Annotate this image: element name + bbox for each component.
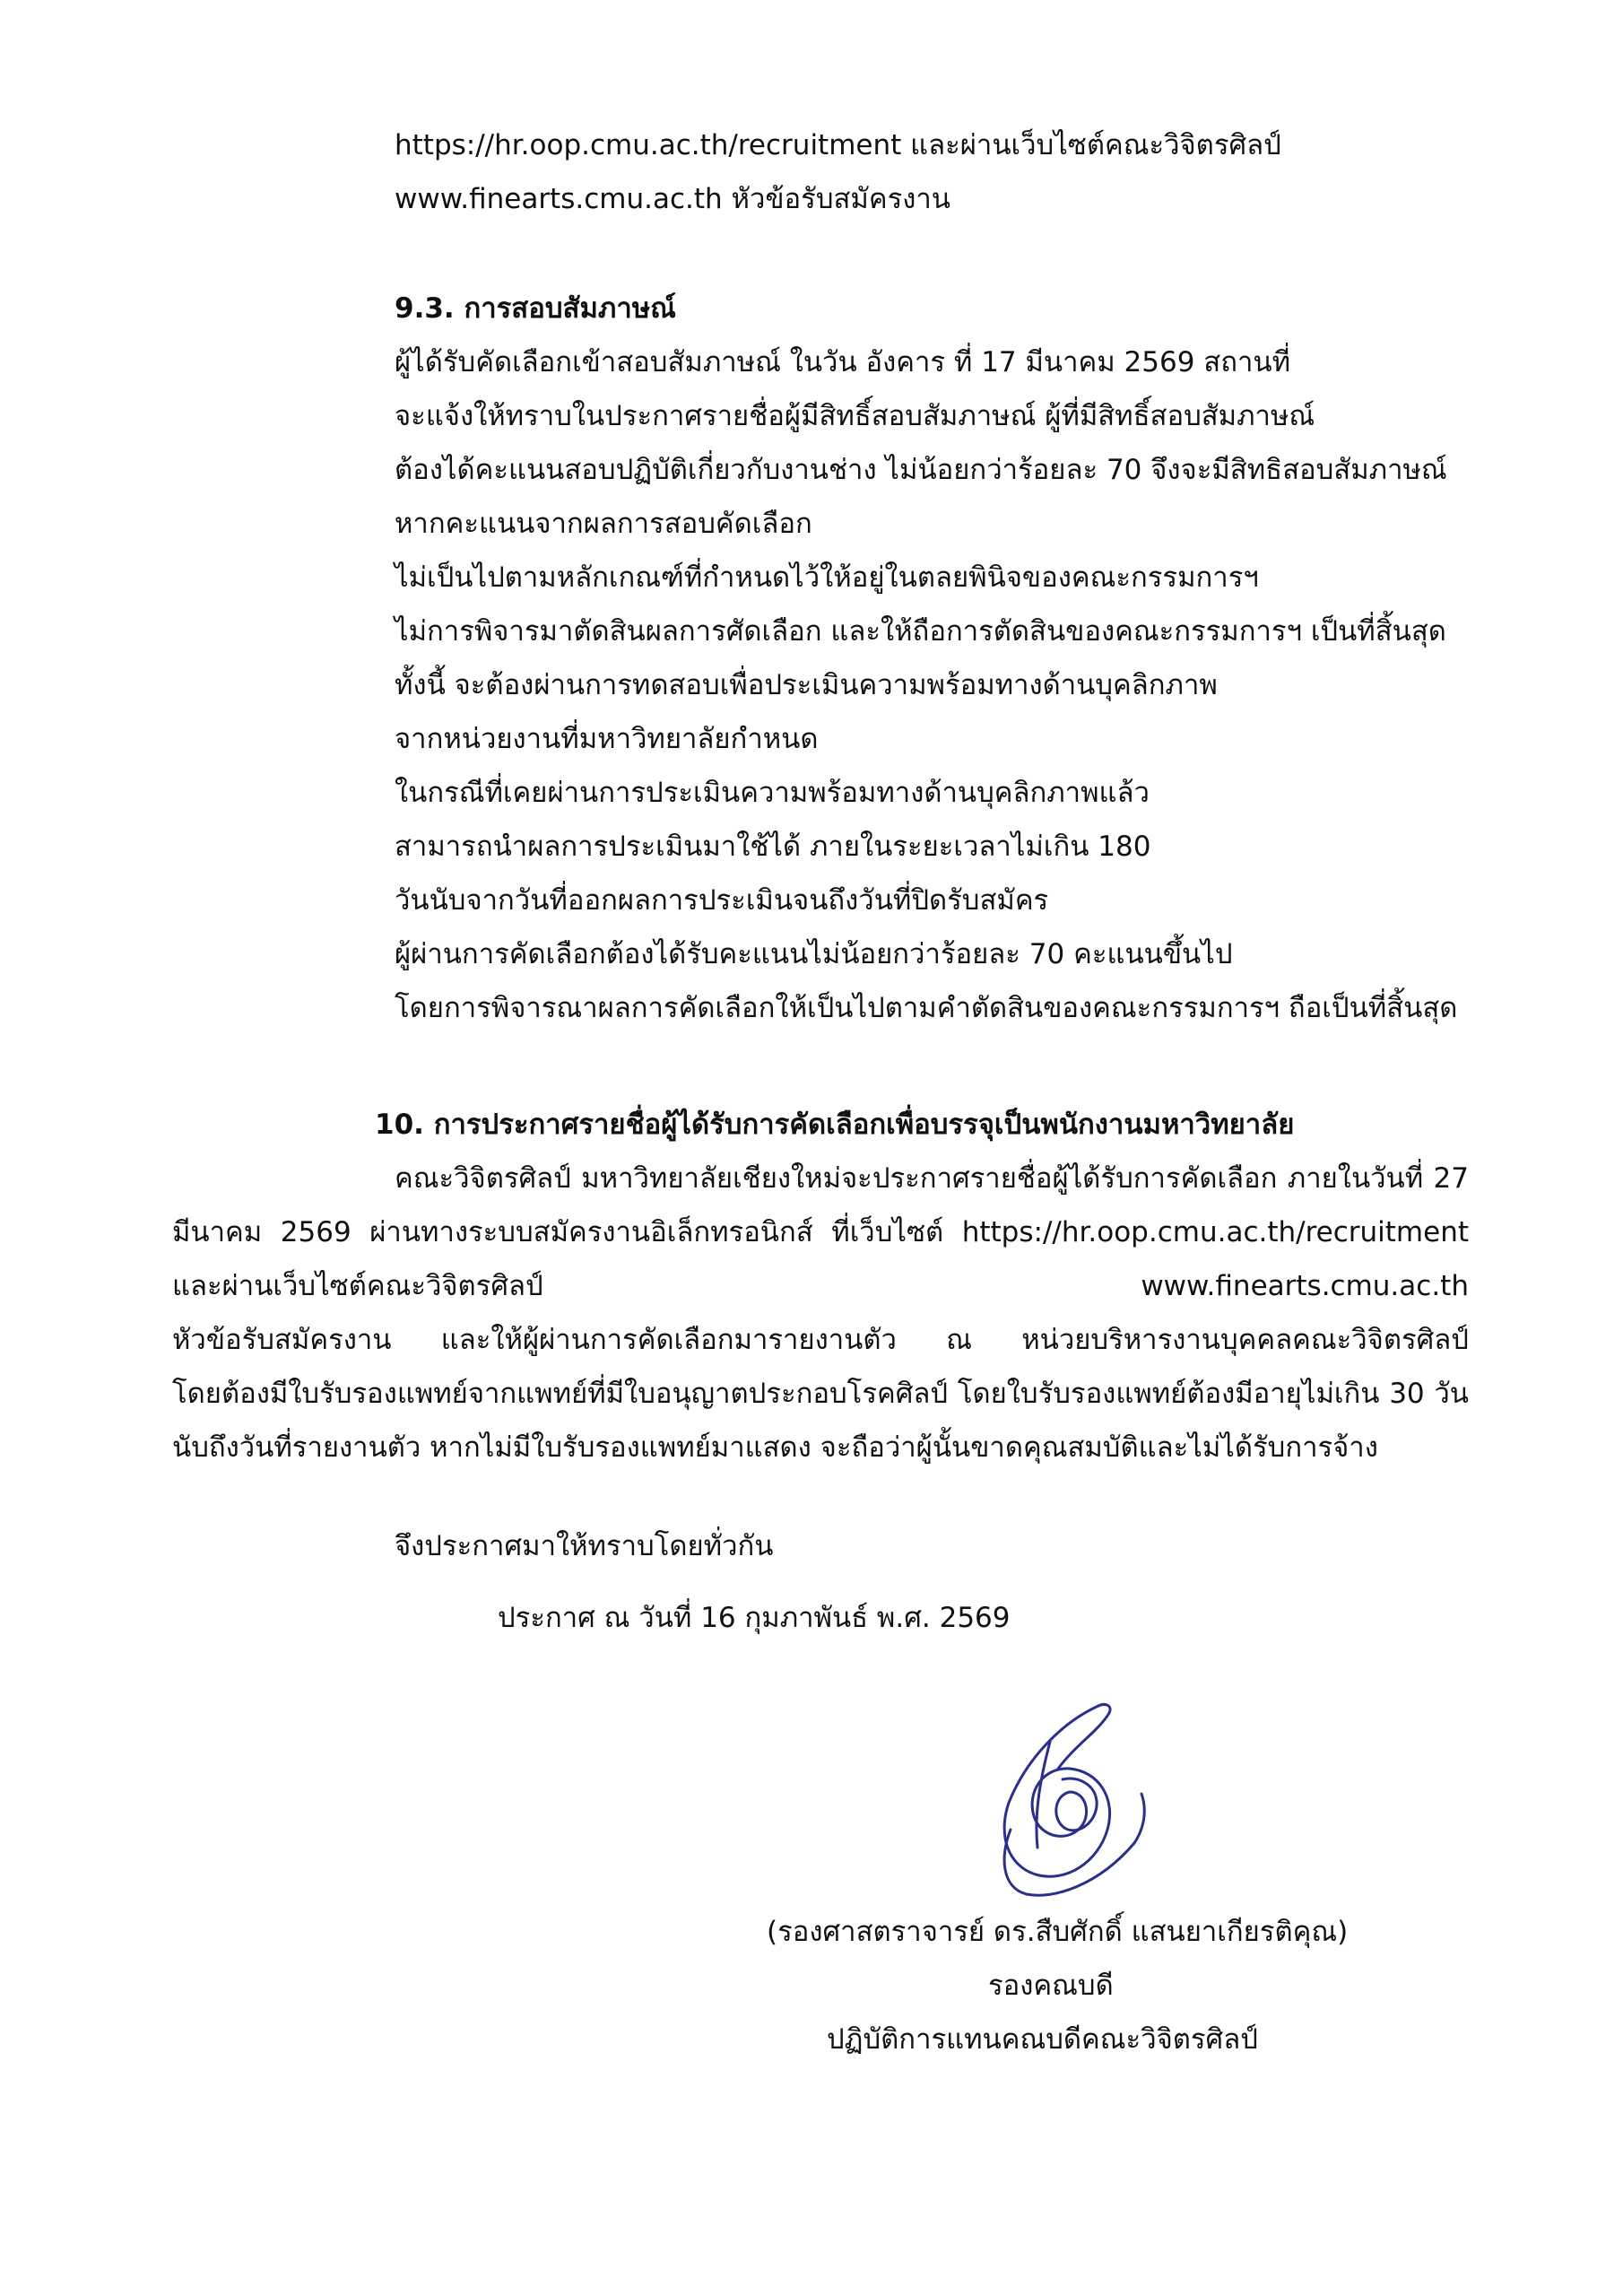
- signatory-name: (รองศาสตราจารย์ ดร.สืบศักดิ์ แสนยาเกียรติคุณ): [767, 1916, 1349, 1948]
- section-93-line: ทั้งนี้ จะต้องผ่านการทดสอบเพื่อประเมินความพร้อมทางด้านบุคลิกภาพ: [395, 669, 1218, 701]
- section-10-heading: 10. การประกาศรายชื่อผู้ได้รับการคัดเลือกเพื่อบรรจุเป็นพนักงานมหาวิทยาลัย: [375, 1109, 1295, 1141]
- intro-line-2: www.finearts.cmu.ac.th หัวข้อรับสมัครงาน: [395, 183, 950, 215]
- section-93-line: โดยการพิจารณาผลการคัดเลือกให้เป็นไปตามคำตัดสินของคณะกรรมการฯ ถือเป็นที่สิ้นสุด: [395, 992, 1458, 1024]
- closing-announcement: จึงประกาศมาให้ทราบโดยทั่วกัน: [395, 1530, 774, 1562]
- word: วัน: [1434, 1378, 1469, 1410]
- word: มหาวิทยาลัยเชียงใหม่จะประกาศรายชื่อผู้ได้รับการคัดเลือก: [581, 1162, 1278, 1195]
- section-10-paragraph-line: [172, 1374, 1469, 1413]
- section-93-line: สามารถนำผลการประเมินมาใช้ได้ ภายในระยะเวลาไม่เกิน 180: [395, 831, 1151, 863]
- section-93-line: ในกรณีที่เคยผ่านการประเมินความพร้อมทางด้านบุคลิกภาพแล้ว: [395, 777, 1150, 809]
- word: และผ่านเว็บไซต์คณะวิจิตรศิลป์: [172, 1270, 543, 1302]
- word: ณ: [946, 1324, 972, 1356]
- word: ผ่านทางระบบสมัครงานอิเล็กทรอนิกส์: [369, 1216, 813, 1248]
- section-10-paragraph-line: [172, 1213, 1469, 1252]
- word: คณะวิจิตรศิลป์: [395, 1162, 571, 1195]
- intro-line-1: https://hr.oop.cmu.ac.th/recruitment และผ่านเว็บไซต์คณะวิจิตรศิลป์: [395, 129, 1281, 161]
- section-10-paragraph-line: [172, 1266, 1469, 1306]
- word: และให้ผู้ผ่านการคัดเลือกมารายงานตัว: [440, 1324, 897, 1356]
- word: www.finearts.cmu.ac.th: [1141, 1270, 1469, 1302]
- section-93-heading: 9.3. การสอบสัมภาษณ์: [395, 292, 676, 325]
- announcement-date: ประกาศ ณ วันที่ 16 กุมภาพันธ์ พ.ศ. 2569: [498, 1602, 1011, 1634]
- word: 2569: [280, 1216, 352, 1248]
- word: โดยใบรับรองแพทย์ต้องมีอายุไม่เกิน: [957, 1378, 1380, 1410]
- word: https://hr.oop.cmu.ac.th/recruitment: [961, 1216, 1469, 1248]
- word: หน่วยบริหารงานบุคคลคณะวิจิตรศิลป์: [1021, 1324, 1469, 1356]
- word: โดยต้องมีใบรับรองแพทย์จากแพทย์ที่มีใบอนุญาตประกอบโรคศิลป์: [172, 1378, 949, 1410]
- section-93-line: ผู้ผ่านการคัดเลือกต้องได้รับคะแนนไม่น้อยกว่าร้อยละ 70 คะแนนขึ้นไป: [395, 938, 1233, 970]
- word: หัวข้อรับสมัครงาน: [172, 1324, 392, 1356]
- signature-image: [964, 1686, 1170, 1901]
- signatory-position: รองคณบดี: [988, 1970, 1114, 2002]
- section-93-line: หากคะแนนจากผลการสอบคัดเลือก: [395, 508, 812, 540]
- section-93-line: จากหน่วยงานที่มหาวิทยาลัยกำหนด: [395, 723, 819, 755]
- section-93-line: จะแจ้งให้ทราบในประกาศรายชื่อผู้มีสิทธิ์สอบสัมภาษณ์ ผู้ที่มีสิทธิ์สอบสัมภาษณ์: [395, 400, 1315, 432]
- section-93-line: วันนับจากวันที่ออกผลการประเมินจนถึงวันที่ปิดรับสมัคร: [395, 884, 1049, 917]
- word: 27: [1433, 1162, 1469, 1195]
- section-10-paragraph-last-line: นับถึงวันที่รายงานตัว หากไม่มีใบรับรองแพทย์มาแสดง จะถือว่าผู้นั้นขาดคุณสมบัติและไม่ได้รับการจ้าง: [172, 1431, 1378, 1464]
- section-10-paragraph-line: [395, 1159, 1469, 1198]
- word: ภายในวันที่: [1287, 1162, 1424, 1195]
- section-93-line: ไม่เป็นไปตามหลักเกณฑ์ที่กำหนดไว้ให้อยู่ในตลยพินิจของคณะกรรมการฯ: [395, 561, 1259, 594]
- signatory-acting-position: ปฏิบัติการแทนคณบดีคณะวิจิตรศิลป์: [827, 2023, 1258, 2056]
- word: ที่เว็บไซต์: [831, 1216, 944, 1248]
- section-93-line: ผู้ได้รับคัดเลือกเข้าสอบสัมภาษณ์ ในวัน อังคาร ที่ 17 มีนาคม 2569 สถานที่: [395, 346, 1291, 378]
- section-10-paragraph-line: [172, 1320, 1469, 1360]
- section-93-line: ต้องได้คะแนนสอบปฏิบัติเกี่ยวกับงานช่าง ไม่น้อยกว่าร้อยละ 70 จึงจะมีสิทธิสอบสัมภาษณ์: [395, 454, 1447, 486]
- word: มีนาคม: [172, 1216, 263, 1248]
- section-93-line: ไม่การพิจารมาตัดสินผลการศัดเลือก และให้ถือการตัดสินของคณะกรรมการฯ เป็นที่สิ้นสุด: [395, 615, 1446, 648]
- word: 30: [1389, 1378, 1425, 1410]
